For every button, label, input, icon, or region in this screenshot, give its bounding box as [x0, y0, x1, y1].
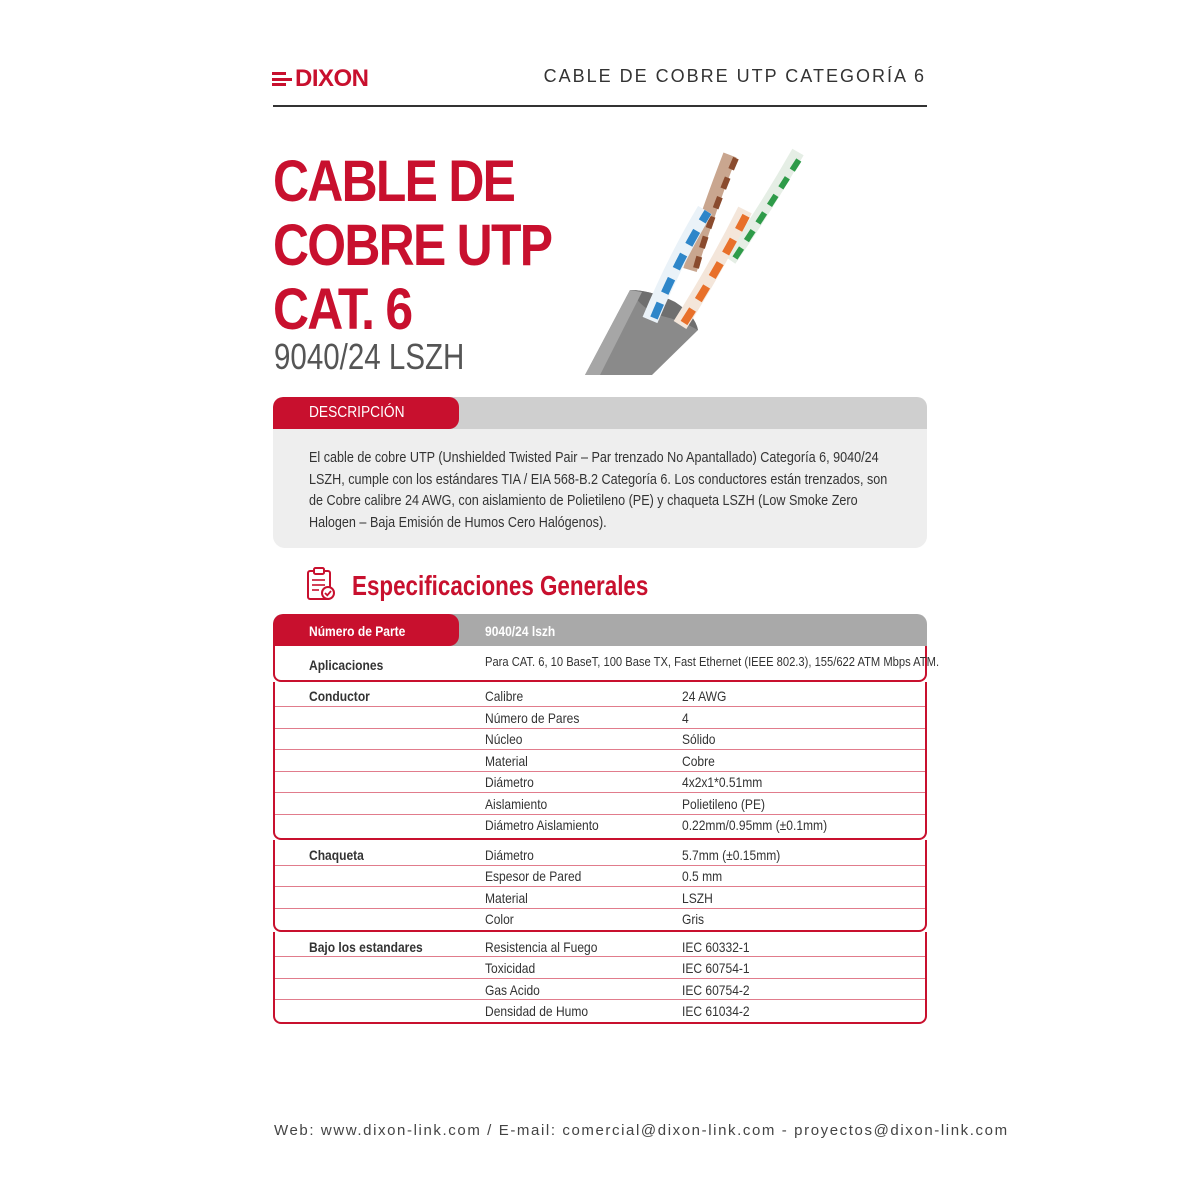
row-divider	[275, 978, 925, 979]
row-divider	[275, 771, 925, 772]
row-name: Material	[485, 753, 528, 769]
description-text: El cable de cobre UTP (Unshielded Twisted Pair – Par trenzado No Apantallado) Categoría 6, 9040/24 LSZH, cumple con los estándares TIA / EIA 568-B.2 Categoría 6. Los conductores están trenzados, son de Cobre calibre 24 AWG, con aislamiento de Polietileno (PE) y chaqueta LSZH (Low Smoke Zero Halogen – Baja Emisión de Humos Cero Halógenos).	[309, 449, 888, 531]
row-name: Toxicidad	[485, 960, 536, 976]
row-divider	[275, 956, 925, 957]
product-title	[273, 150, 551, 342]
cable-product-image	[580, 140, 820, 380]
product-title-line: CAT. 6	[273, 277, 412, 342]
row-value: LSZH	[682, 890, 713, 906]
group-label: Conductor	[309, 688, 370, 704]
row-divider	[275, 908, 925, 909]
row-value: Cobre	[682, 753, 715, 769]
footer-contact: Web: www.dixon-link.com / E-mail: comercial@dixon-link.com - proyectos@dixon-link.com	[274, 1122, 1009, 1139]
row-name: Espesor de Pared	[485, 868, 582, 884]
standards-group	[273, 932, 927, 1024]
specs-table-header	[273, 614, 927, 646]
row-name: Diámetro	[485, 774, 534, 790]
description-header	[273, 397, 927, 429]
row-name: Resistencia al Fuego	[485, 939, 598, 955]
row-value: 4x2x1*0.51mm	[682, 774, 763, 790]
product-title-line: COBRE UTP	[273, 213, 552, 278]
row-value: 0.22mm/0.95mm (±0.1mm)	[682, 817, 828, 833]
specs-heading: Especificaciones Generales	[352, 570, 649, 601]
clipboard-check-icon	[306, 566, 336, 602]
product-title-line: CABLE DE	[273, 149, 515, 214]
brand-logo	[272, 66, 369, 92]
row-value: 5.7mm (±0.15mm)	[682, 847, 781, 863]
applications-label: Aplicaciones	[309, 657, 384, 673]
row-name: Calibre	[485, 688, 524, 704]
row-divider	[275, 749, 925, 750]
jacket-group	[273, 840, 927, 932]
row-name: Gas Acido	[485, 982, 540, 998]
row-divider	[275, 792, 925, 793]
row-value: 24 AWG	[682, 688, 727, 704]
header-divider	[273, 105, 927, 107]
row-divider	[275, 865, 925, 866]
row-divider	[275, 706, 925, 707]
row-value: IEC 60754-2	[682, 982, 750, 998]
row-name: Núcleo	[485, 731, 523, 747]
row-value: Polietileno (PE)	[682, 796, 765, 812]
group-label: Bajo los estandares	[309, 939, 423, 955]
row-divider	[275, 728, 925, 729]
description-box	[273, 429, 927, 548]
row-value: Gris	[682, 911, 705, 927]
document-header-title: CABLE DE COBRE UTP CATEGORÍA 6	[543, 66, 926, 86]
dixon-logo-icon	[272, 69, 292, 89]
specs-table	[273, 614, 940, 1024]
row-name: Material	[485, 890, 528, 906]
row-value: IEC 60332-1	[682, 939, 750, 955]
brand-name: DIXON	[295, 65, 369, 92]
row-value: IEC 61034-2	[682, 1003, 750, 1019]
row-name: Aislamiento	[485, 796, 548, 812]
part-number-value: 9040/24 lszh	[485, 623, 556, 639]
row-divider	[275, 999, 925, 1000]
applications-value: Para CAT. 6, 10 BaseT, 100 Base TX, Fast Ethernet (IEEE 802.3), 155/622 ATM Mbps ATM.	[485, 654, 940, 669]
row-divider	[275, 814, 925, 815]
part-number-label: Número de Parte	[309, 623, 406, 639]
description-label: DESCRIPCIÓN	[309, 404, 405, 421]
row-name: Diámetro Aislamiento	[485, 817, 599, 833]
row-value: Sólido	[682, 731, 716, 747]
description-tab	[273, 397, 459, 429]
row-name: Diámetro	[485, 847, 534, 863]
row-divider	[275, 886, 925, 887]
row-value: 4	[682, 710, 689, 726]
group-label: Chaqueta	[309, 847, 364, 863]
applications-group	[273, 646, 940, 682]
row-value: IEC 60754-1	[682, 960, 750, 976]
row-name: Color	[485, 911, 514, 927]
row-name: Densidad de Humo	[485, 1003, 589, 1019]
row-name: Número de Pares	[485, 710, 580, 726]
product-model: 9040/24 LSZH	[274, 336, 465, 377]
row-value: 0.5 mm	[682, 868, 723, 884]
conductor-group	[273, 682, 927, 840]
